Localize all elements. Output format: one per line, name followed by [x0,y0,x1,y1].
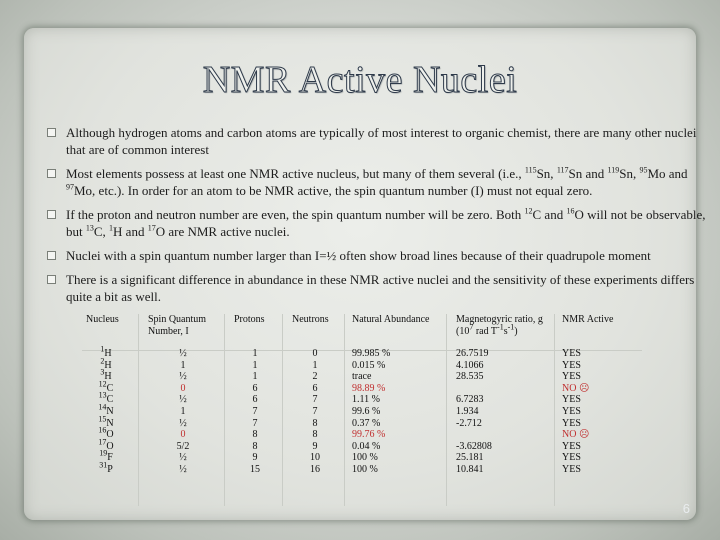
table-cell-nucleus: $^3$H [100,367,112,383]
table-header-spin: Spin Quantum Number, I [148,314,207,337]
bullet-square-icon [47,128,56,137]
table-cell-neutrons: 8 [312,429,318,441]
table-cell-neutrons: 16 [310,463,320,475]
table-cell-active: NO ☹ [562,382,590,394]
table-column-nucleus [82,344,130,476]
table-cell-spin: 1 [180,405,186,417]
table-cell-active: NO ☹ [562,429,590,441]
table-cell-active: YES [562,371,581,383]
table-cell-protons: 7 [252,417,258,429]
bullet-text: If the proton and neutron number are even, the spin quantum number will be zero. Both $^{12}$C and $^{16}$O will not be observable, but $^{13}$C, $^1$H and $^{17}$O are NMR active nuclei. [66,206,706,239]
table-cell-gyro: 25.181 [456,452,484,464]
table-cell-gyro: 26.7519 [456,348,489,359]
bullet-item [46,271,706,305]
table-cell-spin: ½ [179,417,187,429]
table-cell-nucleus: $^{16}$O [98,425,114,441]
table-cell-abundance: 1.11 % [352,394,380,406]
bullet-text: Nuclei with a spin quantum number larger than I=½ often show broad lines because of their quadrupole moment [66,248,651,263]
table-cell-gyro [456,429,558,441]
table-cell-abundance: 99.6 % [352,405,381,417]
bullet-text: There is a significant difference in abundance in these NMR active nuclei and the sensitivity of these experiments differs quite a bit as well. [66,272,695,304]
nmr-nuclei-table [82,314,642,506]
table-cell-spin: 5/2 [176,440,190,452]
table-cell-active: YES [562,348,581,359]
table-cell-nucleus: $^{14}$N [98,402,114,417]
table-cell-gyro: -2.712 [456,417,482,429]
table-cell-protons: 6 [252,394,258,406]
table-cell-nucleus: $^2$H [100,356,112,371]
table-cell-abundance: 100 % [352,452,378,464]
table-cell-active: YES [562,417,581,429]
table-cell-protons: 8 [252,440,258,452]
bullet-text: Most elements possess at least one NMR active nucleus, but many of them several (i.e., $^{115}$Sn, $^{117}$Sn and $^{119}$Sn, $^{95}$Mo and $^{97}$Mo, etc.). In order for an atom to be NMR active, the spin quantum number (I) must not equal zero. [66,165,688,198]
table-column-divider [446,314,447,506]
table-cell-gyro [456,383,558,395]
page-title: NMR Active Nuclei [202,59,518,101]
table-cell-abundance: 99.985 % [352,348,391,359]
table-header-neutrons: Neutrons [292,314,329,325]
bullet-item [46,247,706,264]
table-cell-abundance: 0.04 % [352,440,381,452]
table-cell-nucleus: $^{15}$N [98,414,114,429]
table-cell-gyro: 28.535 [456,371,484,383]
table-cell-neutrons: 2 [312,371,318,383]
table-column-divider [282,314,283,506]
bullet-square-icon [47,275,56,284]
table-cell-neutrons: 7 [312,394,318,406]
table-column-protons [230,348,280,476]
table-cell-protons: 1 [252,348,258,359]
bullet-item [46,165,706,199]
table-cell-protons: 6 [252,382,258,394]
table-cell-neutrons: 10 [310,452,320,464]
bullet-item [46,206,706,240]
table-cell-gyro: 1.934 [456,405,479,417]
table-cell-spin: ½ [179,452,187,464]
table-cell-nucleus: $^{31}$P [99,460,113,475]
bullet-square-icon [47,251,56,260]
table-header-active: NMR Active [562,314,614,325]
table-cell-spin: ½ [179,394,187,406]
table-cell-abundance: 98.89 % [352,382,386,394]
table-cell-nucleus: $^1$H [100,344,112,359]
table-header-gyro: Magnetogyric ratio, g ($10^7$ rad $T^{-1}s^{-1}$) [456,314,543,337]
bullet-list [46,124,706,312]
table-cell-protons: 1 [252,359,258,371]
table-cell-nucleus: $^{17}$O [98,437,114,452]
table-cell-neutrons: 9 [312,440,318,452]
table-cell-neutrons: 0 [312,348,318,359]
table-cell-abundance: trace [352,371,372,383]
table-cell-protons: 1 [252,371,258,383]
table-cell-protons: 8 [252,429,258,441]
table-cell-spin: ½ [179,371,187,383]
table-column-active [562,348,632,476]
table-column-divider [138,314,139,506]
table-cell-nucleus: $^{12}$C [98,379,114,394]
table-cell-nucleus: $^{19}$F [99,449,113,464]
table-header-protons: Protons [234,314,265,325]
table-cell-abundance: 99.76 % [352,429,386,441]
table-cell-protons: 9 [252,452,258,464]
table-cell-protons: 7 [252,405,258,417]
table-cell-spin: 0 [180,429,186,441]
table-cell-spin: 0 [180,382,186,394]
table-cell-abundance: 0.37 % [352,417,381,429]
table-cell-neutrons: 1 [312,359,318,371]
table-cell-gyro: 6.7283 [456,394,484,406]
bullet-square-icon [47,169,56,178]
table-cell-neutrons: 7 [312,405,318,417]
table-cell-spin: 1 [180,359,186,371]
table-column-divider [224,314,225,506]
table-column-gyro [456,348,558,476]
bullet-text: Although hydrogen atoms and carbon atoms are typically of most interest to organic chemist, there are many other nuclei that are of common interest [66,125,697,157]
table-cell-abundance: 0.015 % [352,359,386,371]
table-cell-spin: ½ [179,348,187,359]
table-cell-active: YES [562,359,581,371]
table-cell-protons: 15 [250,463,260,475]
table-cell-spin: ½ [179,463,187,475]
bullet-square-icon [47,210,56,219]
table-cell-active: YES [562,440,581,452]
table-column-spin [144,348,222,476]
table-cell-active: YES [562,405,581,417]
table-cell-active: YES [562,452,581,464]
table-cell-neutrons: 6 [312,382,318,394]
table-cell-nucleus: $^{13}$C [98,391,114,406]
table-cell-neutrons: 8 [312,417,318,429]
table-cell-gyro: 10.841 [456,463,484,475]
table-header-nucleus: Nucleus [86,314,119,325]
page-number: 6 [682,501,690,516]
table-column-abundance [352,348,444,476]
table-cell-active: YES [562,394,581,406]
table-column-neutrons [288,348,342,476]
bullet-item [46,124,706,158]
table-cell-gyro: 4.1066 [456,359,484,371]
table-cell-abundance: 100 % [352,463,378,475]
table-cell-active: YES [562,463,581,475]
table-header-abundance: Natural Abundance [352,314,430,325]
table-column-divider [344,314,345,506]
table-cell-gyro: -3.62808 [456,440,492,452]
